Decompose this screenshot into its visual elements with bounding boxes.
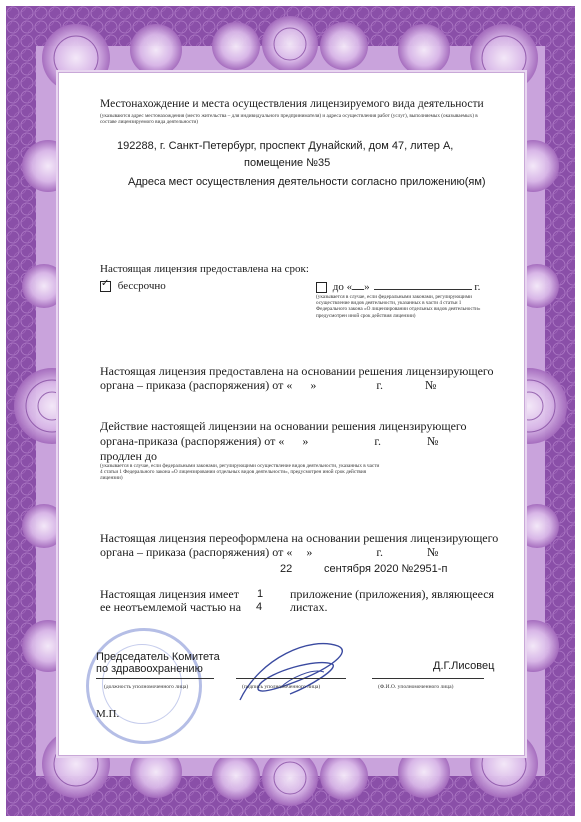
term-until-suffix: г.	[474, 281, 481, 293]
annex-line-1-a: Настоящая лицензия имеет	[100, 587, 239, 601]
caption-signature: (подпись уполномоченного лица)	[242, 684, 321, 690]
term-indefinite-option	[100, 280, 166, 292]
location-heading-note: (указываются адрес местонахождения (место жительства – для индивидуального предпринимателя) и адреса осуществления работ (услуг), выполняемых (оказываемых) в составе лицензируемого вида деятельности)	[100, 113, 478, 126]
extend-line-2: органа-приказа (распоряжения) от « » г. №	[100, 434, 439, 448]
term-until-note: (указывается в случае, если федеральными законами, регулирующими осуществление видов деятельности, указанных в части 4 статьи 1 Федерального закона «О лицензировании отдельных видов деятельности» предусмотрен иной срок действия лицензии)	[316, 294, 481, 319]
annex-line-2-a: ее неотъемлемой частью на	[100, 600, 242, 614]
reissue-line-2: органа – приказа (распоряжения) от « » г. №	[100, 545, 439, 559]
until-checkbox	[316, 282, 327, 293]
position-line	[96, 678, 214, 679]
extend-line-3: продлен до	[100, 449, 158, 463]
annex-sheets: 4	[256, 601, 263, 613]
caption-fio: (Ф.И.О. уполномоченного лица)	[378, 684, 454, 690]
location-heading: Местонахождение и места осуществления лицензируемого вида деятельности	[100, 98, 484, 110]
signature-mark	[220, 628, 360, 718]
address-line-3: Адреса мест осуществления деятельности согласно приложению(ям)	[128, 176, 486, 188]
term-until-option	[316, 281, 480, 293]
reissue-day: 22	[280, 563, 293, 575]
term-heading: Настоящая лицензия предоставлена на срок:	[100, 263, 309, 275]
annex-line-1-b: приложение (приложения), являющееся	[290, 587, 495, 601]
caption-position: (должность уполномоченного лица)	[104, 684, 189, 690]
signer-title-line-1: Председатель Комитета	[96, 651, 220, 663]
basis-line-2: органа – приказа (распоряжения) от « » г. №	[100, 378, 437, 392]
reissue-date-number: сентября 2020 №2951-п	[324, 563, 448, 575]
basis-line-1: Настоящая лицензия предоставлена на основании решения лицензирующего	[100, 364, 494, 378]
term-until-prefix: до «	[332, 281, 353, 293]
annex-count: 1	[257, 588, 264, 600]
fio-line	[372, 678, 484, 679]
signature-line	[236, 678, 346, 679]
extend-line-1: Действие настоящей лицензии на основании решения лицензирующего	[100, 419, 467, 433]
annex-line-2-b: листах.	[290, 600, 328, 614]
signer-name: Д.Г.Лисовец	[433, 660, 495, 672]
extend-note: (указывается в случае, если федеральными законами, регулирующими осуществление видов деятельности, указанных в части 4 статьи 1 Федерального закона «О лицензировании отдельных видов деятельности», предусмотрен иной срок действия лицензии)	[100, 463, 380, 482]
stamp-place: М.П.	[96, 708, 120, 720]
signer-title-line-2: по здравоохранению	[96, 663, 203, 675]
term-until-mid: »	[364, 281, 370, 293]
address-line-2: помещение №35	[244, 157, 331, 169]
term-indefinite-label: бессрочно	[117, 280, 166, 292]
address-line-1: 192288, г. Санкт-Петербург, проспект Дунайский, дом 47, литер А,	[117, 140, 454, 152]
reissue-line-1: Настоящая лицензия переоформлена на основании решения лицензирующего	[100, 531, 499, 545]
indefinite-checkbox	[100, 281, 111, 292]
